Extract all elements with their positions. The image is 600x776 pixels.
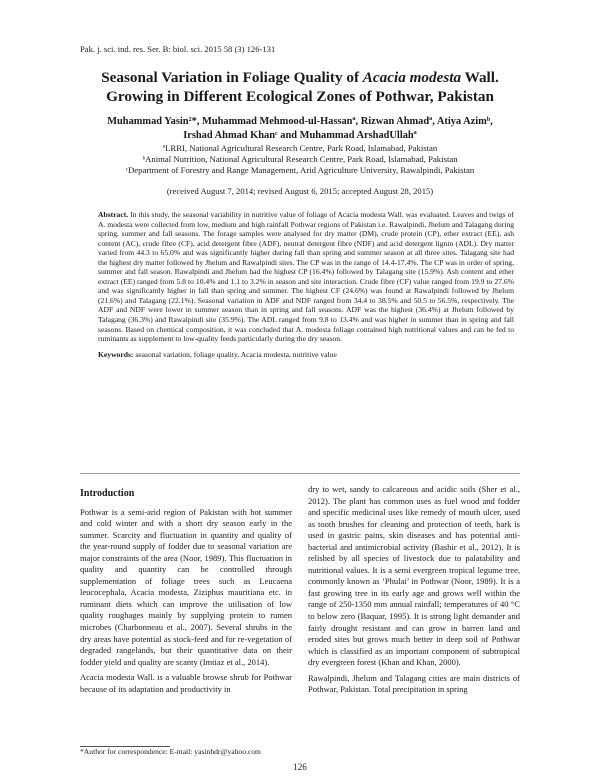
keywords (98, 350, 514, 360)
title-line-1-pre: Seasonal Variation in Foliage Quality of (101, 69, 363, 86)
title-line-2: Growing in Different Ecological Zones of Pothwar, Pakistan (106, 88, 494, 105)
affiliation-a: ªLRRI, National Agricultural Research Centre, Park Road, Islamabad, Pakistan (162, 143, 438, 153)
title-species: Acacia modesta (362, 69, 462, 86)
paper-title (60, 68, 540, 106)
correspondence-footnote: *Author for correspondence: E-mail: yasinhdr@yahoo.com (80, 747, 261, 756)
authors-line-2: Irshad Ahmad Khanᶜ and Muhammad ArshadUllahª (183, 129, 417, 141)
abstract-text: In this study, the seasonal variability in nutritive value of foliage of Acacia modesta Wall. was evaluated. Leaves and twigs of A. modesta were collected from low, medium and high rainfall Pothwar regions of Pakistan i.e. Rawalpindi, Jhelum and Talagang during spring, summer and fall seasons. The forage samples were analysed for dry matter (DM), crude protein (CP), ether extract (EE), ash content (AC), crude fibre (CF), acid detergent fibre (ADF), neutral detergent fibre (NDF) and acid detergent lignin (ADL). Dry matter varied from 44.3 to 65.0% and was significantly higher during fall than spring and summer season at all three sites. Talagang site had the highest dry matter followed by Jhelum and Rawalpindi sites. The CP was in the range of 14.4-17.4%. The CP was in order of spring, summer and fall season. Rawalpindi and Jhelum had the highest CP (16.4%) followed by Talagang site (15.9%). Ash content and ether extract (EE) ranged from 5.8 to 10.4% and 1.1 to 3.2% in season and site interaction. Crude fibre (CF) value ranged from 19.9 to 27.6% and was significantly higher in fall than spring and summer. The highest CF (24.6%) was found at Rawalpindi followed by Jhelum (21.6%) and Talagang (22.1%). Seasonal variation in ADF and NDF ranged from 34.4 to 38.5% and 50.5 to 56.5%, respectively. The ADF and NDF were lower in summer season than in spring and fall seasons. ADF was the highest (36.4%) at Jhelum followed by Talagang (36.3%) and Rawalpindi site (35.9%). The ADL ranged from 9.8 to 13.4% and was higher in summer than in spring and fall seasons. Based on chemical composition, it was concluded that A. modesta foliage contained high nutritional values and can be fed to ruminants as supplement to low-quality feeds particularly during the dry season. (98, 210, 514, 344)
abstract-label: Abstract. (98, 210, 129, 219)
abstract-body (98, 210, 514, 344)
right-paragraph-2: Rawalpindi, Jhelum and Talagang cities are main districts of Pothwar, Pakistan. Total precipitation in spring (308, 672, 520, 695)
right-column (308, 484, 520, 754)
authors-line-1: Muhammad Yasin²*, Muhammad Mehmood-ul-Hassanª, Rizwan Ahmadª, Atiya Azimᵇ, (107, 116, 493, 127)
affiliation-c: ᶜDepartment of Forestry and Range Management, Arid Agriculture University, Rawalpindi, Pakistan (125, 165, 475, 176)
keywords-label: Keywords: (98, 349, 134, 359)
affiliations (60, 143, 540, 177)
page-number: 126 (293, 762, 307, 772)
keywords-text: seasonal variation, foliage quality, Acacia modesta, nutritive value (133, 349, 337, 359)
title-line-1 (60, 68, 540, 87)
author-list (60, 115, 540, 142)
title-line-1-post: Wall. (461, 69, 499, 86)
left-column (80, 488, 292, 756)
intro-paragraph-1: Pothwar is a semi-arid region of Pakistan with hot summer and cold winter and with a short dry season early in the summer. Scarcity and fluctuation in quantity and quality of the year-round supply of fodder due to seasonal variation are major constraints of the area (Noor, 1989). This fluctuation in quality and quantity can be controlled through supplementation of foliage trees such as Leucaena leucocephala, Acacia modesta, Ziziphus mauritiana etc. in ruminant diets which can improve the utilisation of low quality roughages mainly by supplying protein to rumen microbes (Charbonneau et al., 2007). Several shrubs in the dry areas have potential as stock-feed and for re-vegetation of degraded rangelands, but their quantitative data on their fodder yield and quality are scanty (Imtiaz et al., 2014). (80, 506, 292, 667)
intro-paragraph-2: Acacia modesta Wall. is a valuable browse shrub for Pothwar because of its adaptation and productivity in (80, 672, 292, 694)
abstract (98, 210, 514, 472)
affiliation-b: ᵇAnimal Nutrition, National Agricultural Research Centre, Park Road, Islamabad, Pakistan (142, 154, 458, 165)
journal-citation: Pak. j. sci. ind. res. Ser. B: biol. sci. 2015 58 (3) 126-131 (80, 44, 276, 54)
right-paragraph-1: dry to wet, sandy to calcareous and acidic soils (Sher et al., 2012). The plant has common uses as fuel wood and fodder and specific medicinal uses like remedy of mouth ulcer, used as tooth brushes for cleaning and protection of teeth, bark is used in gastric pains, skin diseases and has potential anti-bacterial and antimicrobial activity (Bashir et al., 2012). It is relished by all species of livestock due to palatability and nutritional values. It is a semi evergreen tropical legume tree, commonly known as ‘Phulai’ in Pothwar (Noor, 1989). It is a fast growing tree in its early age and grows well within the range of 250-1350 mm annual rainfall; temperatures of 40 °C to below zero (Baquar, 1995). It is strong light demander and fairly drought resistant and can grow in barren land and eroded sites but grows much better in deep soil of Pothwar which is classified as an important component of subtropical dry evergreen forest (Khan and Khan, 2000). (308, 484, 520, 668)
introduction-heading: Introduction (80, 488, 135, 499)
received-dates: (received August 7, 2014; revised August 6, 2015; accepted August 28, 2015) (166, 186, 434, 196)
section-divider (80, 473, 520, 474)
